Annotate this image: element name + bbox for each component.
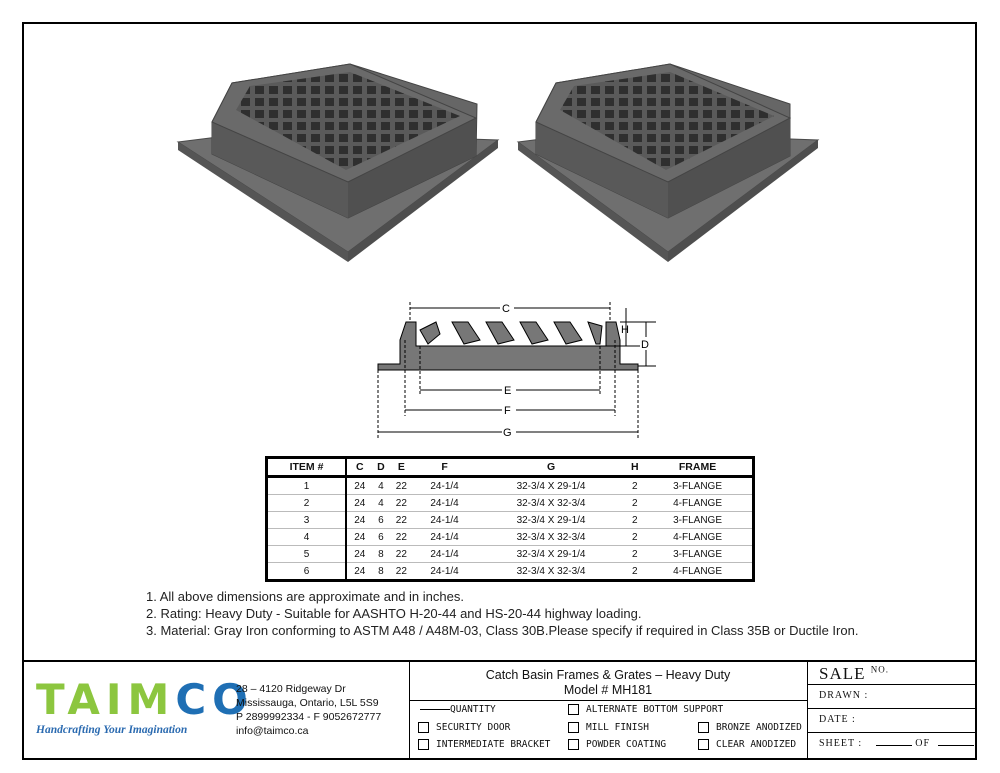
logo-wordmark: [36, 675, 254, 724]
quantity-blank: [420, 709, 450, 710]
checkbox[interactable]: [698, 722, 709, 733]
cell: 4: [373, 495, 390, 512]
table-row: [267, 546, 754, 563]
date-field[interactable]: DATE :: [819, 714, 856, 725]
cell: 5: [267, 546, 347, 563]
divider: [807, 708, 977, 709]
company-address: [236, 682, 381, 738]
cell: 1: [267, 477, 347, 495]
checkbox[interactable]: [568, 722, 579, 733]
option-alternate-bottom-support[interactable]: ALTERNATE BOTTOM SUPPORT: [568, 704, 723, 715]
sale-number-field: [819, 664, 889, 684]
cell: 6: [267, 563, 347, 581]
cell: 24: [346, 563, 373, 581]
dim-label-d: D: [641, 339, 649, 351]
dim-label-g: G: [503, 427, 512, 439]
of-label: OF: [915, 738, 931, 749]
grate-render-left: [178, 64, 498, 262]
cell: 24-1/4: [414, 495, 476, 512]
table-row: [267, 495, 754, 512]
checkbox[interactable]: [418, 739, 429, 750]
cell: 2: [626, 563, 643, 581]
email: info@taimco.ca: [236, 725, 309, 737]
cell: 3-FLANGE: [643, 512, 753, 529]
cell: 8: [373, 546, 390, 563]
note-1: 1. All above dimensions are approximate and in inches.: [146, 589, 464, 604]
divider: [807, 684, 977, 685]
cell: 2: [626, 512, 643, 529]
sheet-blank[interactable]: [876, 745, 912, 746]
cross-section-view: [378, 322, 638, 370]
drawing-title: [410, 668, 806, 698]
cell: 24-1/4: [414, 563, 476, 581]
sheet-field[interactable]: [819, 738, 974, 749]
logo-tagline: Handcrafting Your Imagination: [36, 724, 188, 736]
divider: [410, 700, 807, 701]
cell: 2: [626, 546, 643, 563]
dim-label-h: H: [621, 324, 629, 336]
model-number: Model # MH181: [563, 683, 653, 697]
cell: 24-1/4: [414, 512, 476, 529]
cell: 3-FLANGE: [643, 477, 753, 495]
table-row: [267, 477, 754, 495]
cell: 24: [346, 546, 373, 563]
cell: 2: [626, 529, 643, 546]
table-row: [267, 563, 754, 581]
cell: 32-3/4 X 32-3/4: [476, 529, 627, 546]
company-logo: [36, 675, 254, 736]
dimension-table: [265, 456, 755, 582]
cell: 24-1/4: [414, 477, 476, 495]
address-line2: Mississauga, Ontario, L5L 5S9: [236, 697, 379, 709]
cell: 4-FLANGE: [643, 529, 753, 546]
table-row: [267, 529, 754, 546]
cell: 24: [346, 529, 373, 546]
divider: [807, 732, 977, 733]
sheet-total-blank[interactable]: [938, 745, 974, 746]
sale-label: SALE: [819, 664, 866, 683]
cell: 24: [346, 495, 373, 512]
cell: 4: [267, 529, 347, 546]
option-mill-finish[interactable]: MILL FINISH: [568, 722, 649, 733]
cell: 24: [346, 512, 373, 529]
cell: 3-FLANGE: [643, 546, 753, 563]
note-3: 3. Material: Gray Iron conforming to ASTM A48 / A48M-03, Class 30B.Please specify if required in Class 35B or Ductile Iron.: [146, 623, 859, 638]
option-security-door[interactable]: SECURITY DOOR: [418, 722, 510, 733]
checkbox[interactable]: [568, 704, 579, 715]
checkbox[interactable]: [698, 739, 709, 750]
cell: 32-3/4 X 32-3/4: [476, 495, 627, 512]
cell: 24-1/4: [414, 546, 476, 563]
cell: 22: [389, 529, 413, 546]
checkbox[interactable]: [568, 739, 579, 750]
checkbox[interactable]: [418, 722, 429, 733]
cell: 6: [373, 529, 390, 546]
col-header-c: C: [346, 458, 373, 477]
cell: 2: [626, 477, 643, 495]
col-header-d: D: [373, 458, 390, 477]
grate-render-right: [518, 64, 818, 262]
cell: 22: [389, 546, 413, 563]
divider: [807, 662, 808, 760]
table-header-row: [267, 458, 754, 477]
cell: 32-3/4 X 29-1/4: [476, 477, 627, 495]
phone-fax: P 2899992334 - F 9052672777: [236, 711, 382, 723]
cell: 6: [373, 512, 390, 529]
col-header-g: G: [476, 458, 627, 477]
cell: 2: [626, 495, 643, 512]
col-header-f: F: [414, 458, 476, 477]
quantity-label: QUANTITY: [450, 704, 496, 715]
table-row: [267, 512, 754, 529]
dim-label-f: F: [504, 405, 511, 417]
cell: 4: [373, 477, 390, 495]
cell: 4-FLANGE: [643, 563, 753, 581]
cell: 22: [389, 495, 413, 512]
note-2: 2. Rating: Heavy Duty - Suitable for AASHTO H-20-44 and HS-20-44 highway loading.: [146, 606, 642, 621]
dim-label-e: E: [504, 385, 512, 397]
dim-label-c: C: [502, 303, 510, 315]
sale-no-label: NO.: [870, 664, 889, 675]
cell: 22: [389, 477, 413, 495]
cell: 24: [346, 477, 373, 495]
cell: 32-3/4 X 32-3/4: [476, 563, 627, 581]
notes-section: [146, 588, 858, 639]
cell: 3: [267, 512, 347, 529]
cell: 32-3/4 X 29-1/4: [476, 546, 627, 563]
cell: 22: [389, 512, 413, 529]
sheet-label: SHEET :: [819, 738, 863, 749]
col-header-frame: FRAME: [643, 458, 753, 477]
logo-part2: CO: [175, 675, 254, 724]
quantity-field[interactable]: [420, 704, 496, 715]
option-bronze-anodized[interactable]: BRONZE ANODIZED: [698, 722, 802, 733]
col-header-h: H: [626, 458, 643, 477]
cell: 24-1/4: [414, 529, 476, 546]
cell: 2: [267, 495, 347, 512]
cell: 8: [373, 563, 390, 581]
address-line1: 28 – 4120 Ridgeway Dr: [236, 683, 346, 695]
cell: 22: [389, 563, 413, 581]
cell: 4-FLANGE: [643, 495, 753, 512]
col-header-item: ITEM #: [267, 458, 347, 477]
logo-part1: TAIM: [36, 675, 176, 724]
col-header-e: E: [389, 458, 413, 477]
option-intermediate-bracket[interactable]: INTERMEDIATE BRACKET: [418, 739, 550, 750]
title-block: [22, 660, 977, 760]
option-clear-anodized[interactable]: CLEAR ANODIZED: [698, 739, 796, 750]
drawn-field[interactable]: DRAWN :: [819, 690, 869, 701]
product-title: Catch Basin Frames & Grates – Heavy Duty: [485, 668, 731, 682]
option-powder-coating[interactable]: POWDER COATING: [568, 739, 666, 750]
cell: 32-3/4 X 29-1/4: [476, 512, 627, 529]
